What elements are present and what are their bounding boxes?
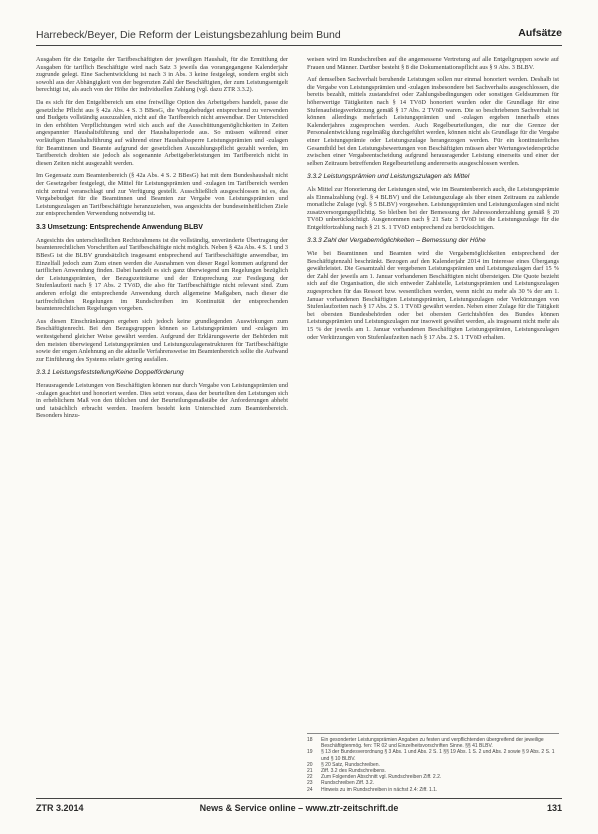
footnote-number: 24 [307,786,313,793]
footer-rule [36,798,562,799]
heading-3-3-1: 3.3.1 Leistungsfeststellung/Keine Doppelförderung [36,369,184,377]
journal-issue: ZTR 3.2014 [36,803,84,813]
page-footer [36,803,562,817]
footnote [307,787,559,793]
footnote-number: 23 [307,780,313,787]
footnote-text: Ziff. 3.2 des Rundschreibens. [321,768,386,775]
right-paragraph-1: weisen wird im Rundschreiben auf die angemessene Vertretung auf alle Entgeltgruppen sowie auf Frauen und Männer. Darüber besteht § 8 die Dokumentationspflicht aus § 9 Abs. 3 BLBV. [307,56,559,71]
left-paragraph-4: Angesichts des unterschiedlichen Rechtsrahmens ist die vollständig, unveränderte Übertragung der beamtenrechtlichen Vorschriften auf Tarifbeschäftigte nicht möglich. Neben § 42a Abs. 4 S. 1 und 3 BBesG ist die BLBV grundsätzlich insgesamt entsprechend auf Tarifbeschäftigte anwendbar, im Einzelfall jedoch zum Zum einen werden die Ausnahmen von dieser Regel kommen aufgrund der tariflichen Anwendung finden. Dabei handelt es sich ganz überwiegend um Regelungen bezüglich der Leistungsprämien, der Bezugszeiträume und der Entsprechung zur Festlegung der Stufenlaufzeit nach § 17 Abs. 2 TVöD, die also für Tarifbeschäftigte nicht relevant sind. Zum anderen erfolgt die entsprechende Anwendung durch allgemeine Maßgaben, nach dieser die tarifrechtlichen Regelungen im Rundschreiben im Kontinuität der entsprechenden beamtenrechtlichen Regelungen vorgeben. [36,236,288,313]
heading-3-3-2: 3.3.2 Leistungsprämien und Leistungszulagen als Mittel [307,173,470,181]
left-paragraph-5: Aus diesen Einschränkungen ergeben sich jedoch keine grundlegenden Auswirkungen zum Beschäftigtenrecht. Bei den Bezugsgruppen können so Leistungsprämien und -zulagen im weitestgehend gleicher Weise gewährt werden. Aufgrund der Erklärungswerte der Behörden mit den meisten überwiegend Leistungsprämien und Leistungszulagenstrukturen für Tarifbeschäftigte sowie der engen Anlehnung an die aktuelle Verfahrensweise im Beamtenbereich sollte die Aufwand zur Einführung des Systems relativ gering ausfallen. [36,317,288,363]
right-paragraph-2: Auf demselben Sachverhalt beruhende Leistungen sollen nur einmal honoriert werden. Deshalb ist die Vergabe von Leistungsprämien und -zulagen insbesondere bei Sachverhalts ausgeschlossen, die bereits bezahlt, mittels zustandsfrei oder Zahlungsbedingungen oder sonstigen Geldsummen für höherwertige Tätigkeiten nach § 14 TVöD honoriert wurden oder die Grundlage für eine Stufenaufstiegsverkürzung gemäß § 17 Abs. 2 TVöD waren. Die so beschriebenen Sachverhalt ist können allerdings mehrfach Leistungsprämien und -zulagen ergeben innerhalb eines Kalenderjahres zugesprochen werden. Auch Regelbeurteilungen, die nur die Grenze der Personalentwicklung regelmäßig durchgeführt werden, können nicht als Grundlage für die Vergabe einer Leistungsprämie oder Leistungszulage herangezogen werden. Für ein kontinuierliches Gesamtbild bei den Leistungsbewertungen von Beschäftigten müssen aber Wertungswiedersprüche zwischen einer Vergabeentscheidung aufgrund herausragender Leistung einerseits und einer der selben Zeitraum betreffenden Regelbeurteilung andererseits ausgeschlossen werden. [307,76,559,167]
footnotes [307,733,559,793]
left-paragraph-6: Herausragende Leistungen von Beschäftigten können nur durch Vergabe von Leistungsprämien und -zulagen geachtet und honoriert werden. Dies setzt voraus, dass der beurteilten den Leistungen sich in erheblichem Maß von den üblichen und der Beurteilungsmaßstäbe der Anforderungen abhebt und tatsächlich erbracht werden. Insofern besteht kein Unterschied zum Beamtenbereich. Besonders hinzu- [36,381,288,420]
footnote-number: 19 [307,749,313,756]
heading-3-3: 3.3 Umsetzung: Entsprechende Anwendung BLBV [36,223,203,231]
page-number: 131 [546,803,562,813]
left-paragraph-3: Im Gegensatz zum Beamtenbereich (§ 42a Abs. 4 S. 2 BBesG) hat mit dem Bundeshaushalt nicht der Gesetzgeber festgelegt, die Mittel für Leistungsprämien und -zulagen im Tarifbereich werden nicht zentral veranschlagt und zur Verfügung gestellt. Ausschließlich ausgeschlossen ist es, das Vergabebudget für die Beamtinnen und Beamten zur Vergabe von Leistungsprämien und Leistungszulagen an Tarifbeschäftigte heranzuziehen, was angesichts der bundeseinheitlichen Ziele zur entsprechenden Verwendung notwendig ist. [36,172,288,218]
left-paragraph-1: Ausgaben für die Entgelte der Tarifbeschäftigten der jeweiligen Haushalt, für die Ermittlung der Ausgaben für tariflich Beschäftigte wird nach Satz 3 jeweils das vorangegangene Kalenderjahr zugrunde gelegt. Eine Sachentwicklung ist nach 3 in Abs. 3 keine festgelegt, sondern ergibt sich sowohl aus der Abhängigkeit von der begrenzten Zahl der Beschäftigten, der zum Leistungsentgelt berechtigt ist, als auch von der Höhe der individuellen Zahlung (vgl. dazu ZTR 3.3.2). [36,56,288,94]
header-rule [36,45,562,46]
right-paragraph-4: Wie bei Beamtinnen und Beamten wird die Vergabemöglichkeiten entsprechend der Beschäftigtenzahl beschränkt. Bezogen auf den Kalenderjahr 2014 im Interesse eines Übergangs gewährleistet. Die Gesamtzahl der vergebenen Leistungsprämien und Leistungszulagen darf 15 % der Zahl der jeweils am 1. Januar vorhandenen Beschäftigten nicht übersteigen. Die Quote bezieht sich auf die Organisation, die sich entweder Zahlstelle, Leistungsprämien und Leistungszulagen zugesprochen für das Ressort bzw. wesentlichen werden, wenn nicht zu mehr als 30 % der am 1. Januar vorhandenen Beschäftigten Leistungsprämien, Leistungszulagen oder Verkürzungen von Stufenlaufzeiten nach § 17 Abs. 2 S. 1 TVöD gewährt werden. Neben einer Zulage für die Tätigkeit bei obersten Bundesbehörden oder bei obersten Gerichtshöfen des Bundes können Leistungsprämien und Leistungszulagen nur insoweit gewährt werden, als insgesamt nicht mehr als 15 % der jeweils am 1. Januar vorhandenen Beschäftigten Leistungsprämien, Leistungszulagen oder Verkürzungen von Stufenlaufzeiten nach § 17 Abs. 2 S. 1 TVöD erhalten. [307,250,559,341]
left-paragraph-2: Da es sich für den Entgeltbereich um eine freiwillige Option des Arbeitgebers handelt, passe die gesetzliche Pflicht aus § 42a Abs. 4 S. 3 BBesG, die Vergabebudget entsprechend zu verwenden und Budgets vollständig auszuzahlen, nicht auf die Tarifbereich nicht anwendbar. Der Unterschied in den erhöhten Verpflichtungen wird sich auch auf die Ausschüttungsmöglichkeiten in Zeiten angespannter Haushaltsführung und der Haushaltsperiode aus. So müssen während einer vorläufigen Haushaltsführung auf während einer Haushaltssperre Leistungsprämien und -zulagen für Beamtinnen und Beamte aufgrund der gesetzlichen Auszahlungspflicht gezahlt werden, im Tarifbereich drohten sie jedoch als sogenannte Arbeitgeberleistungen im Tarifbereich nicht in diesen Zeiten nicht ausgezahlt werden. [36,98,288,167]
left-column [36,56,288,425]
footnote-text: Zum Folgenden Abschnitt vgl. Rundschreiben Ziff. 2.2. [321,774,442,781]
section-label: Aufsätze [518,27,562,39]
footnote-text: Hinweis zu im Rundschreiben in nächst 2.4: Ziff. 1.1. [321,786,438,793]
right-paragraph-3: Als Mittel zur Honorierung der Leistungen sind, wie im Beamtenbereich auch, die Leistungsprämie als Einmalzahlung (vgl. § 4 BLBV) und die Leistungszulage als über einen Zeitraum zu zahlende monatliche Zulage (vgl. § 5 BLBV) vorgesehen. Leistungsprämien und Leistungszulagen sind nicht zusatzversorgungspflichtig. So bleiben bei der Bemessung der Jahressonderzahlung gemäß § 20 TVöD unberücksichtigt. Ausgenommen nach § 21 Satz 3 TVöD ist die Leistungszulage für die Entgeltfortzahlung nach § 21 S. 1 TVöD entsprechend zu berücksichtigen. [307,185,559,231]
footnote-number: 21 [307,768,313,775]
footnote-number: 18 [307,737,313,743]
running-header-title: Harrebeck/Beyer, Die Reform der Leistungsbezahlung beim Bund [36,29,341,41]
running-header [36,27,562,43]
footnote-text: § 20 Satz, Rundschreiben. [321,761,380,768]
footnote-number: 22 [307,774,313,781]
footnote [307,749,559,761]
footnote-text: Rundschreiben Ziff. 3.2. [321,780,374,787]
right-column [307,56,559,346]
footnote-text: Ein gesonderter Leistungsprämien Angaben zu festen und verpflichtenden übergreifend der jeweilige Beschäftigtenmög. fen: TR 02 und Einzelheitsvorschriften Sinne. §§ 41 BLBV. [321,737,544,750]
footer-website: News & Service online – www.ztr-zeitschrift.de [199,803,399,813]
footnote [307,737,559,749]
footnote-number: 20 [307,761,313,768]
footnote-text: § 13 der Bundesverordnung § 3 Abs. 1 und Abs. 2 S. 1 §§ 19 Abs. 1 S. 2 und Abs. 2 sowie § 9 Abs. 2 S. 1 und § 10 BLBV. [321,749,555,762]
heading-3-3-3: 3.3.3 Zahl der Vergabemöglichkeiten – Bemessung der Höhe [307,237,486,245]
